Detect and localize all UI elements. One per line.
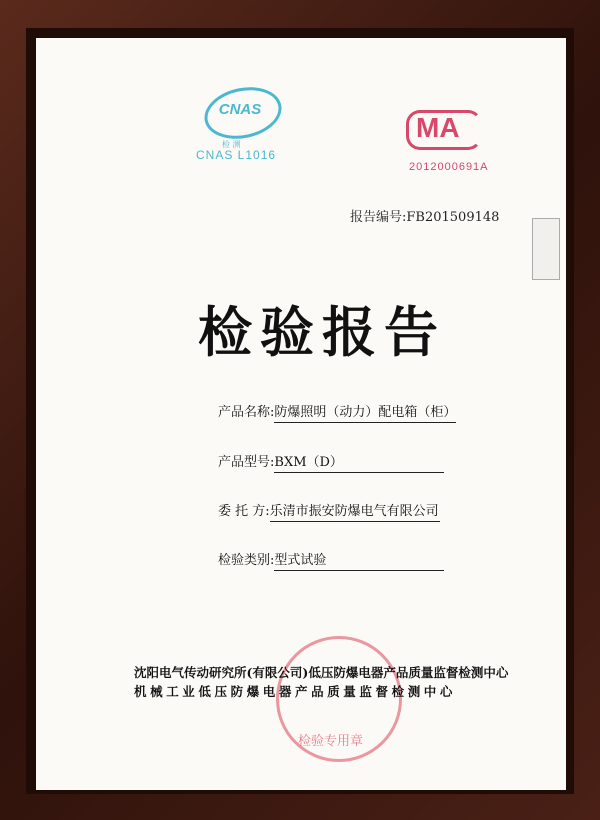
cnas-code: CNAS L1016 [196,148,277,162]
report-number [350,206,499,225]
paper-tab [532,218,560,280]
report-number-value: FB201509148 [406,210,500,225]
organization-line-1: 沈阳电气传动研究所(有限公司)低压防爆电器产品质量监督检测中心 [134,665,509,680]
cma-logo-text: MA [416,112,460,143]
report-number-label: 报告编号: [350,210,407,225]
document-title: 检验报告 [198,300,446,364]
seal-text: 检验专用章 [298,734,364,749]
cnas-logo-text: CNAS [218,101,262,118]
cnas-sub: 检 测 [222,140,241,149]
field-product-model [218,451,444,473]
field-client [218,500,440,522]
field-label: 产品型号: [218,455,275,470]
field-product-name [218,401,456,423]
field-label: 委 托 方: [218,504,270,519]
organization-line-2: 机械工业低压防爆电器产品质量监督检测中心 [134,684,457,699]
field-value: BXM（D） [274,451,444,473]
field-value: 型式试验 [274,549,444,571]
cma-code: 2012000691A [409,161,489,173]
certificate-paper [36,38,566,790]
field-value: 防爆照明（动力）配电箱（柜） [274,401,456,423]
field-label: 检验类别: [218,553,275,568]
field-label: 产品名称: [218,405,275,420]
field-inspection-type [218,549,444,571]
field-value: 乐清市振安防爆电气有限公司 [270,500,440,522]
